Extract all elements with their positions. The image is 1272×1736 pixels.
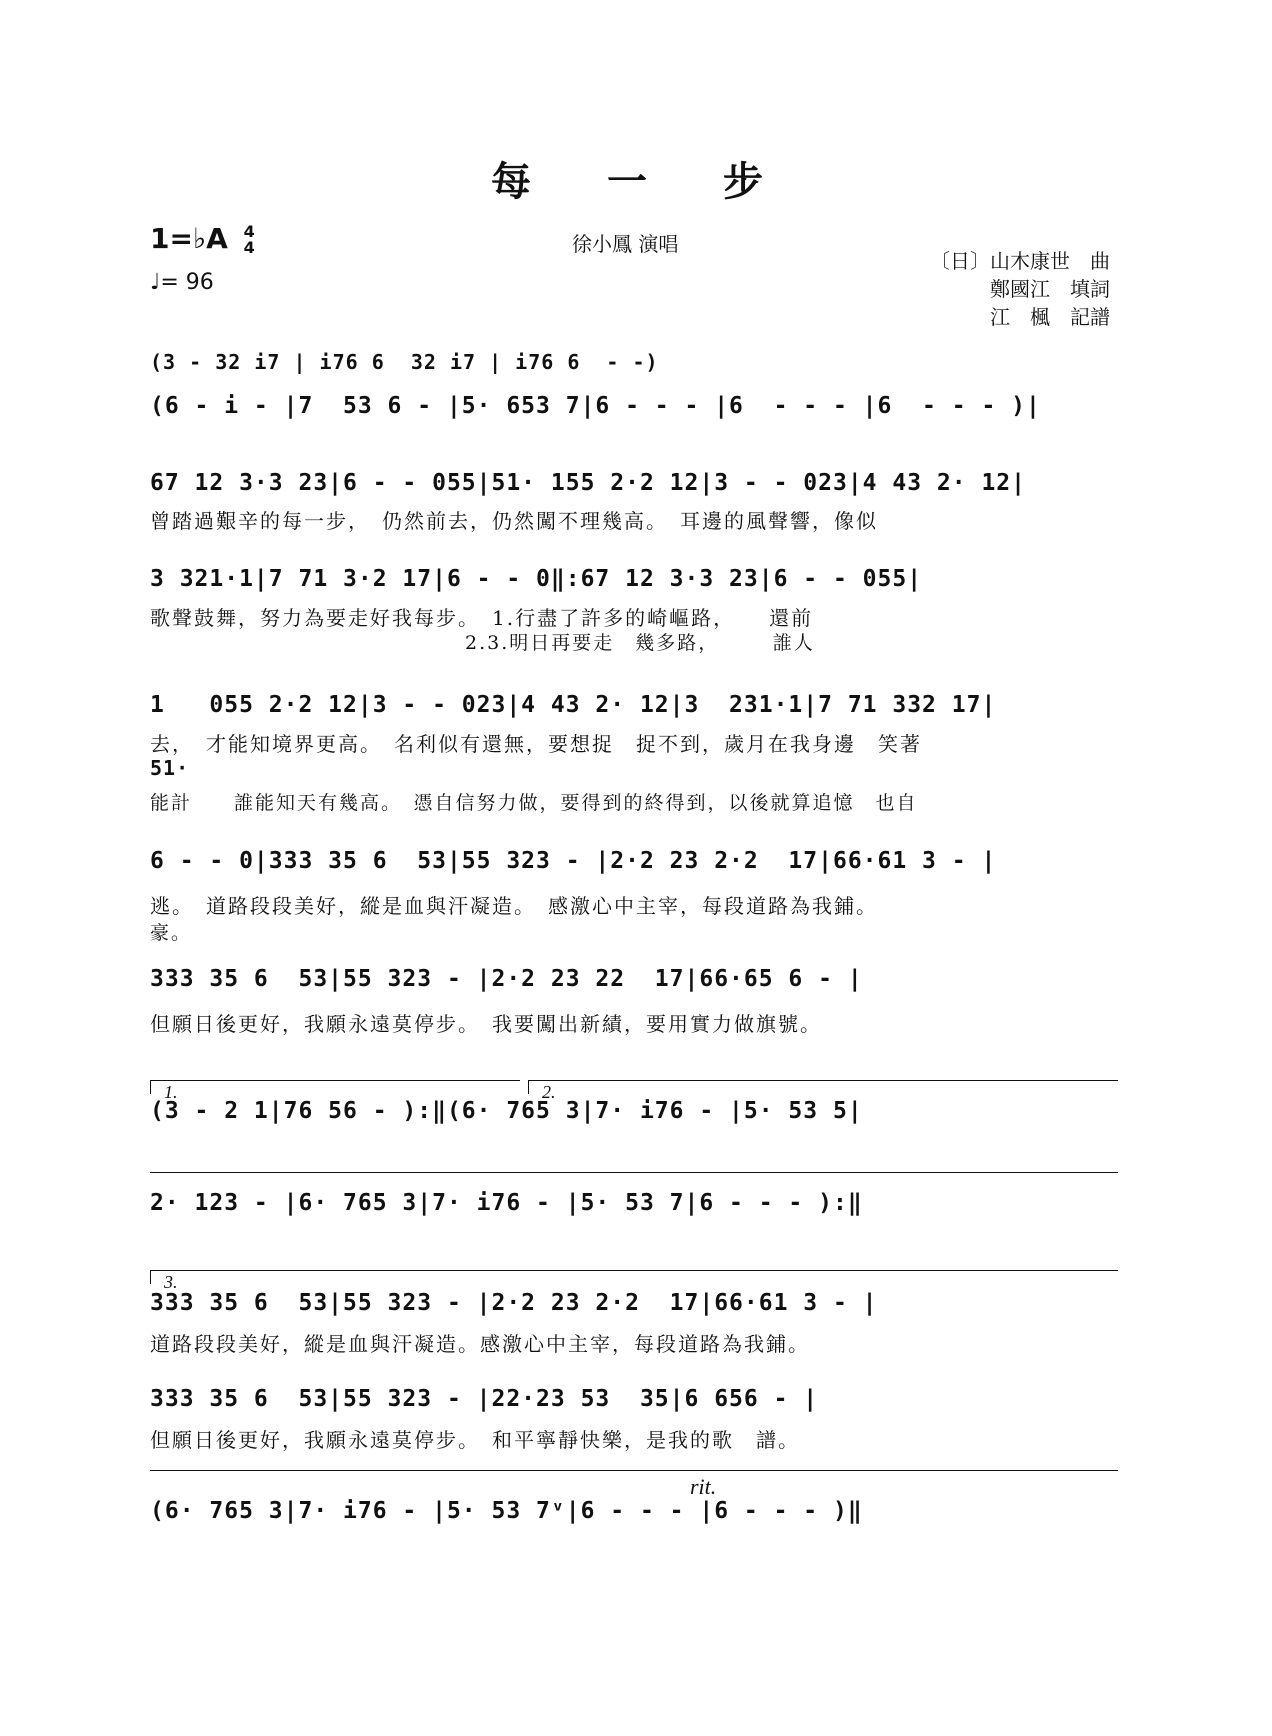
lyric-row: 但願日後更好，我願永遠莫停步。 和平寧靜快樂，是我的歌 譜。 xyxy=(150,1428,800,1452)
composer-credit: 〔日〕山木康世 曲 xyxy=(930,249,1110,273)
time-signature: 4 4 xyxy=(243,222,255,257)
lyric-row: 豪。 xyxy=(150,922,193,944)
notation-row: 51· xyxy=(150,756,190,780)
page-title: 每 一 步 xyxy=(491,158,781,205)
lyric-row: 能計 誰能知天有幾高。 憑自信努力做，要得到的終得到，以後就算追憶 也自 xyxy=(150,792,918,814)
notation-row: 67 12 3·3 23|6 - - 055|51· 155 2·2 12|3 - - 023|4 43 2· 12| xyxy=(150,470,1026,496)
notation-row: 333 35 6 53|55 323 - |22·23 53 35|6 656 - | xyxy=(150,1386,819,1412)
volta-bracket-1 xyxy=(150,1080,520,1081)
volta-bracket-1-edge xyxy=(150,1080,151,1094)
lyric-row: 逃。 道路段段美好，縱是血與汗凝造。 感激心中主宰，每段道路為我鋪。 xyxy=(150,894,878,918)
volta-label-3: 3. xyxy=(164,1272,178,1292)
volta-bracket-2-edge xyxy=(528,1080,529,1094)
notation-row: 3 321·1|7 71 3·2 17|6 - - 0‖:67 12 3·3 23|6 - - 055| xyxy=(150,566,923,592)
ritardando-marking: rit. xyxy=(690,1474,717,1499)
notation-row: 333 35 6 53|55 323 - |2·2 23 2·2 17|66·61 3 - | xyxy=(150,1290,878,1316)
volta-bracket-2 xyxy=(528,1080,1118,1081)
notation-row: (6 - i - |7 53 6 - |5· 653 7|6 - - - |6 - - - |6 - - - )| xyxy=(150,393,1041,419)
key-label: 1=♭A xyxy=(150,222,228,255)
lyric-row: 2.3.明日再要走 幾多路， 誰人 xyxy=(150,632,815,654)
volta-label-2: 2. xyxy=(542,1082,556,1102)
lyric-row: 去， 才能知境界更高。 名利似有還無，要想捉 捉不到，歲月在我身邊 笑著 xyxy=(150,732,922,756)
volta-bracket-3 xyxy=(150,1270,1118,1271)
singer-credit: 徐小鳳 演唱 xyxy=(572,232,679,256)
notation-row: (6· 765 3|7· i76 - |5· 53 7ᵛ|6 - - - |6 - - - )‖ xyxy=(150,1498,863,1524)
notation-row: 1 055 2·2 12|3 - - 023|4 43 2· 12|3 231·1|7 71 332 17| xyxy=(150,692,997,718)
volta-bracket-2-cont xyxy=(150,1172,1118,1173)
lyric-row: 但願日後更好，我願永遠莫停步。 我要闖出新績，要用實力做旗號。 xyxy=(150,1012,822,1036)
notation-row: (3 - 2 1|76 56 - ):‖(6· 765 3|7· i76 - |5· 53 5| xyxy=(150,1098,863,1124)
key-signature xyxy=(150,222,255,256)
ending-bracket xyxy=(150,1470,1118,1471)
notation-row: 333 35 6 53|55 323 - |2·2 23 22 17|66·65 6 - | xyxy=(150,966,863,992)
notation-row: 2· 123 - |6· 765 3|7· i76 - |5· 53 7|6 - - - ):‖ xyxy=(150,1190,863,1216)
notation-row: 6 - - 0|333 35 6 53|55 323 - |2·2 23 2·2 17|66·61 3 - | xyxy=(150,848,997,874)
lyricist-credit: 鄭國江 填詞 xyxy=(990,277,1110,301)
lyric-row: 曾踏過艱辛的每一步， 仍然前去，仍然闖不理幾高。 耳邊的風聲響，像似 xyxy=(150,509,878,533)
volta-label-1: 1. xyxy=(164,1082,178,1102)
notation-row: (3 - 32 i7 | i76 6 32 i7 | i76 6 - -) xyxy=(150,350,659,374)
lyric-row: 歌聲鼓舞，努力為要走好我每步。 1.行盡了許多的崎嶇路， 還前 xyxy=(150,606,814,630)
transcriber-credit: 江 楓 記譜 xyxy=(990,305,1110,329)
tempo-marking: ♩= 96 xyxy=(150,270,214,295)
volta-bracket-3-edge xyxy=(150,1270,151,1284)
lyric-row: 道路段段美好，縱是血與汗凝造。感激心中主宰，每段道路為我鋪。 xyxy=(150,1332,810,1356)
